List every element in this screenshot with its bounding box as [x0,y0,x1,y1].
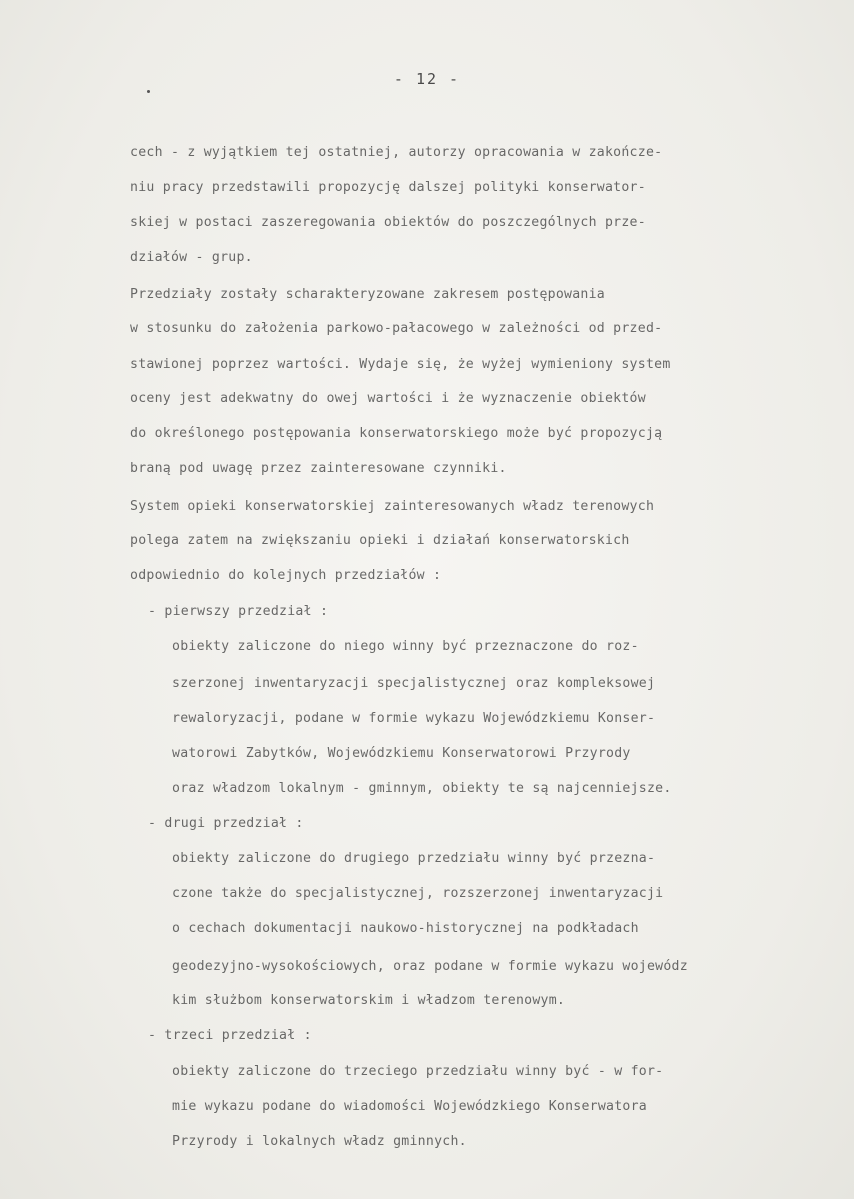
section-line: szerzonej inwentaryzacji specjalistycznej oraz kompleksowej [172,676,656,691]
paragraph-line: niu pracy przedstawili propozycję dalszej polityki konserwator- [130,180,646,195]
paragraph-line: w stosunku do założenia parkowo-pałacowego w zależności od przed- [130,321,663,336]
section-line: oraz władzom lokalnym - gminnym, obiekty te są najcenniejsze. [172,781,672,796]
section-line: geodezyjno-wysokościowych, oraz podane w formie wykazu wojewódz [172,959,688,974]
section-line: rewaloryzacji, podane w formie wykazu Wojewódzkiemu Konser- [172,711,656,726]
stray-mark [147,90,150,93]
section-line: mie wykazu podane do wiadomości Wojewódzkiego Konserwatora [172,1099,647,1114]
paragraph-line: cech - z wyjątkiem tej ostatniej, autorzy opracowania w zakończe- [130,145,663,160]
paragraph-line: Przedziały zostały scharakteryzowane zakresem postępowania [130,287,605,302]
section-line: obiekty zaliczone do niego winny być przeznaczone do roz- [172,639,639,654]
paragraph-line: odpowiednio do kolejnych przedziałów : [130,568,442,583]
section-heading-first: - pierwszy przedział : [148,604,329,619]
section-line: Przyrody i lokalnych władz gminnych. [172,1134,467,1149]
paragraph-line: działów - grup. [130,250,253,265]
section-line: obiekty zaliczone do drugiego przedziału winny być przezna- [172,851,656,866]
paragraph-line: System opieki konserwatorskiej zainteresowanych władz terenowych [130,499,655,514]
section-heading-second: - drugi przedział : [148,816,304,831]
section-line: o cechach dokumentacji naukowo-historycznej na podkładach [172,921,639,936]
page-number: - 12 - [393,70,461,88]
paragraph-line: stawionej poprzez wartości. Wydaje się, że wyżej wymieniony system [130,357,671,372]
paragraph-line: do określonego postępowania konserwatorskiego może być propozycją [130,426,663,441]
section-line: kim służbom konserwatorskim i władzom terenowym. [172,993,566,1008]
paragraph-line: skiej w postaci zaszeregowania obiektów do poszczególnych prze- [130,215,646,230]
section-line: czone także do specjalistycznej, rozszerzonej inwentaryzacji [172,886,664,901]
paragraph-line: polega zatem na zwiększaniu opieki i działań konserwatorskich [130,533,630,548]
section-line: obiekty zaliczone do trzeciego przedziału winny być - w for- [172,1064,664,1079]
section-line: watorowi Zabytków, Wojewódzkiemu Konserwatorowi Przyrody [172,746,631,761]
paragraph-line: braną pod uwagę przez zainteresowane czynniki. [130,461,507,476]
section-heading-third: - trzeci przedział : [148,1028,312,1043]
paragraph-line: oceny jest adekwatny do owej wartości i że wyznaczenie obiektów [130,391,646,406]
